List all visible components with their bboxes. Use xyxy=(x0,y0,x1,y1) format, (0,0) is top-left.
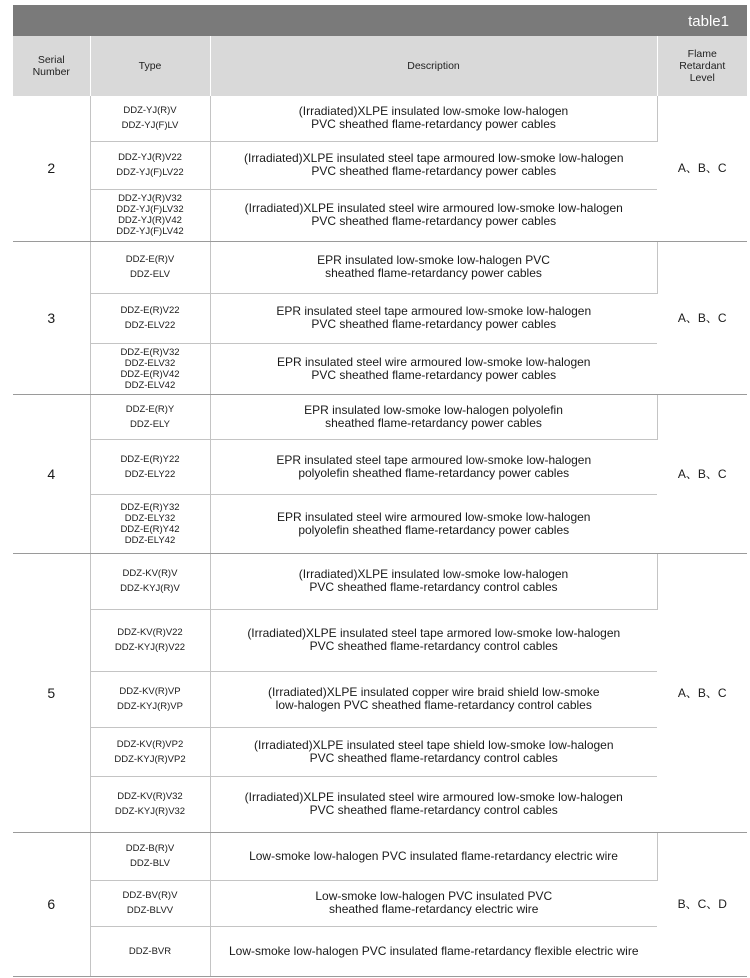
type-code: DDZ-ELY42 xyxy=(124,534,176,546)
type-code: DDZ-BV(R)V xyxy=(122,890,178,901)
description-line: EPR insulated steel tape armoured low-smoke low-halogen xyxy=(276,452,592,467)
description-line: PVC sheathed flame-retardancy power cables xyxy=(311,317,557,331)
table-row xyxy=(13,926,747,976)
table-row xyxy=(13,553,747,609)
type-code: DDZ-KYJ(R)V xyxy=(120,583,180,594)
type-code: DDZ-YJ(F)LV32 xyxy=(116,204,184,215)
type-code: DDZ-BLVV xyxy=(126,905,174,916)
table-row xyxy=(13,394,747,439)
type-code: DDZ-KYJ(R)V22 xyxy=(114,642,186,653)
table-title: table1 xyxy=(688,13,729,30)
type-code: DDZ-KYJ(R)VP2 xyxy=(114,753,186,765)
type-cell xyxy=(90,241,210,293)
type-code: DDZ-YJ(R)V22 xyxy=(118,152,182,163)
table-row xyxy=(13,343,747,394)
table-row xyxy=(13,776,747,832)
type-cell xyxy=(90,880,210,926)
type-cell xyxy=(90,609,210,671)
description-line: polyolefin sheathed flame-retardancy power cables xyxy=(298,522,570,537)
type-code: DDZ-YJ(F)LV22 xyxy=(116,167,184,178)
type-code: DDZ-YJ(R)V42 xyxy=(118,215,182,226)
description-cell xyxy=(210,926,657,976)
header-level-line: Retardant xyxy=(679,60,726,72)
type-cell xyxy=(90,671,210,727)
type-cell xyxy=(90,494,210,553)
table-row xyxy=(13,494,747,553)
flame-retardant-level-cell: B、C、D xyxy=(657,832,747,976)
description-cell xyxy=(210,241,657,293)
description-line: PVC sheathed flame-retardancy control cables xyxy=(309,580,558,594)
description-line: (Irradiated)XLPE insulated low-smoke low-halogen xyxy=(298,104,569,119)
description-line: Low-smoke low-halogen PVC insulated PVC xyxy=(315,889,553,903)
description-line: (Irradiated)XLPE insulated steel tape armored low-smoke low-halogen xyxy=(247,626,621,640)
table-row xyxy=(13,141,747,189)
description-line: PVC sheathed flame-retardancy power cables xyxy=(311,214,557,228)
description-cell xyxy=(210,609,657,671)
type-code: DDZ-KV(R)V32 xyxy=(117,791,183,802)
type-cell xyxy=(90,394,210,439)
description-line: EPR insulated steel tape armoured low-smoke low-halogen xyxy=(276,304,592,318)
type-code: DDZ-ELY32 xyxy=(124,512,176,524)
table-row xyxy=(13,832,747,880)
flame-retardant-level-cell: A、B、C xyxy=(657,96,747,241)
type-code: DDZ-E(R)Y22 xyxy=(120,453,180,465)
header-serial-line: Serial xyxy=(37,54,65,66)
type-cell xyxy=(90,141,210,189)
type-code: DDZ-E(R)V xyxy=(125,254,175,265)
type-cell xyxy=(90,926,210,976)
serial-number-cell: 4 xyxy=(13,394,90,553)
table-row xyxy=(13,439,747,494)
flame-retardant-level-cell: A、B、C xyxy=(657,394,747,553)
type-code: DDZ-KV(R)V22 xyxy=(117,627,183,638)
description-line: PVC sheathed flame-retardancy control cables xyxy=(309,639,558,653)
description-line: sheathed flame-retardancy power cables xyxy=(325,415,542,430)
type-code: DDZ-E(R)V22 xyxy=(120,305,180,316)
header-description: Description xyxy=(210,36,657,96)
serial-number-cell: 6 xyxy=(13,832,90,976)
description-line: sheathed flame-retardancy electric wire xyxy=(329,902,539,916)
description-cell xyxy=(210,394,657,439)
type-cell xyxy=(90,832,210,880)
description-line: (Irradiated)XLPE insulated steel tape armoured low-smoke low-halogen xyxy=(243,151,624,165)
table-row xyxy=(13,609,747,671)
description-line: sheathed flame-retardancy power cables xyxy=(325,266,542,280)
type-cell xyxy=(90,293,210,343)
description-cell xyxy=(210,141,657,189)
description-cell xyxy=(210,494,657,553)
description-line: polyolefin sheathed flame-retardancy power cables xyxy=(298,465,570,480)
description-cell xyxy=(210,671,657,727)
description-cell xyxy=(210,727,657,776)
description-cell xyxy=(210,189,657,241)
header-level-line: Level xyxy=(689,72,715,84)
description-line: Low-smoke low-halogen PVC insulated flame-retardancy electric wire xyxy=(249,848,618,863)
type-code: DDZ-KYJ(R)VP xyxy=(117,701,183,712)
flame-retardant-level-cell: A、B、C xyxy=(657,241,747,394)
type-code: DDZ-E(R)V42 xyxy=(120,368,180,380)
table-body xyxy=(13,96,747,976)
type-code: DDZ-KV(R)V xyxy=(122,568,178,579)
header-serial-line: Number xyxy=(32,66,70,78)
description-line: EPR insulated low-smoke low-halogen PVC xyxy=(317,253,550,267)
type-code: DDZ-E(R)Y42 xyxy=(120,523,180,535)
header-type: Type xyxy=(90,36,210,96)
description-line: (Irradiated)XLPE insulated steel wire armoured low-smoke low-halogen xyxy=(244,201,623,215)
description-line: (Irradiated)XLPE insulated steel tape shield low-smoke low-halogen xyxy=(253,737,614,752)
description-line: EPR insulated steel wire armoured low-smoke low-halogen xyxy=(277,354,591,369)
type-code: DDZ-ELV xyxy=(130,269,170,280)
type-cell xyxy=(90,343,210,394)
table-row xyxy=(13,293,747,343)
type-code: DDZ-YJ(F)LV42 xyxy=(116,226,184,237)
type-code: DDZ-ELY xyxy=(130,418,170,430)
table-row xyxy=(13,727,747,776)
type-cell xyxy=(90,439,210,494)
type-code: DDZ-B(R)V xyxy=(125,843,175,854)
table-row xyxy=(13,671,747,727)
description-line: PVC sheathed flame-retardancy power cables xyxy=(311,367,557,382)
type-code: DDZ-KYJ(R)V32 xyxy=(114,806,186,817)
description-cell xyxy=(210,553,657,609)
header-row xyxy=(13,36,747,96)
header-flame-level xyxy=(657,36,747,96)
description-cell xyxy=(210,832,657,880)
description-cell xyxy=(210,880,657,926)
flame-retardant-level-cell: A、B、C xyxy=(657,553,747,832)
type-cell xyxy=(90,727,210,776)
description-line: PVC sheathed flame-retardancy control cables xyxy=(309,803,558,817)
type-cell xyxy=(90,776,210,832)
type-cell xyxy=(90,553,210,609)
type-code: DDZ-ELV22 xyxy=(124,320,176,331)
type-code: DDZ-YJ(F)LV xyxy=(121,120,179,132)
type-code: DDZ-E(R)Y xyxy=(125,403,175,415)
header-serial-number xyxy=(13,36,90,96)
description-cell xyxy=(210,293,657,343)
type-code: DDZ-YJ(R)V32 xyxy=(118,193,182,204)
table-title-bar xyxy=(13,5,747,36)
description-line: Low-smoke low-halogen PVC insulated flame-retardancy flexible electric wire xyxy=(228,943,639,958)
type-code: DDZ-ELV32 xyxy=(124,357,176,369)
cable-spec-table xyxy=(13,36,747,977)
type-code: DDZ-BVR xyxy=(128,945,172,957)
description-line: PVC sheathed flame-retardancy power cables xyxy=(311,164,557,178)
type-cell xyxy=(90,189,210,241)
type-code: DDZ-YJ(R)V xyxy=(123,105,177,117)
table-row xyxy=(13,880,747,926)
description-cell xyxy=(210,439,657,494)
table-row xyxy=(13,241,747,293)
serial-number-cell: 5 xyxy=(13,553,90,832)
description-cell xyxy=(210,343,657,394)
type-code: DDZ-ELY22 xyxy=(124,468,176,480)
type-code: DDZ-BLV xyxy=(130,858,170,869)
table-row xyxy=(13,96,747,141)
description-line: PVC sheathed flame-retardancy control cables xyxy=(309,750,558,765)
serial-number-cell: 3 xyxy=(13,241,90,394)
description-cell xyxy=(210,96,657,141)
description-line: EPR insulated steel wire armoured low-smoke low-halogen xyxy=(277,509,591,524)
description-line: (Irradiated)XLPE insulated low-smoke low-halogen xyxy=(298,567,569,581)
type-code: DDZ-ELV42 xyxy=(124,379,176,391)
type-code: DDZ-KV(R)VP xyxy=(119,686,181,697)
description-line: low-halogen PVC sheathed flame-retardancy control cables xyxy=(275,698,592,712)
serial-number-cell: 2 xyxy=(13,96,90,241)
description-line: PVC sheathed flame-retardancy power cables xyxy=(311,117,556,132)
type-cell xyxy=(90,96,210,141)
type-code: DDZ-E(R)V32 xyxy=(120,346,180,358)
type-code: DDZ-KV(R)VP2 xyxy=(116,738,184,750)
table-row xyxy=(13,189,747,241)
description-line: (Irradiated)XLPE insulated copper wire braid shield low-smoke xyxy=(268,685,600,699)
header-level-line: Flame xyxy=(687,48,717,60)
description-cell xyxy=(210,776,657,832)
type-code: DDZ-E(R)Y32 xyxy=(120,501,180,513)
description-line: EPR insulated low-smoke low-halogen polyolefin xyxy=(304,402,563,417)
description-line: (Irradiated)XLPE insulated steel wire armoured low-smoke low-halogen xyxy=(244,790,623,804)
